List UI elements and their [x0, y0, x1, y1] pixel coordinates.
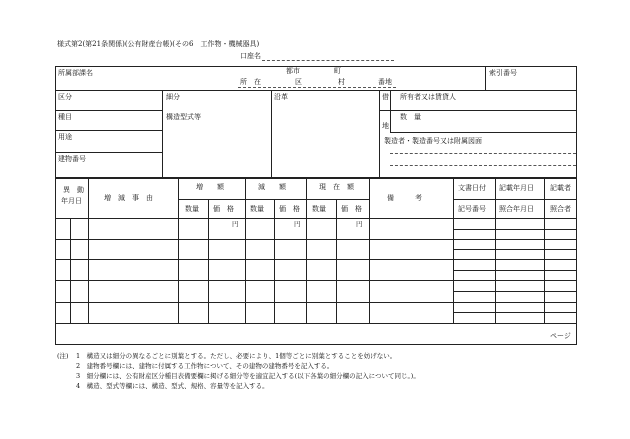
page-label: ページ	[550, 332, 571, 340]
current-price: 価 格	[341, 205, 362, 213]
ledger-table	[55, 177, 577, 345]
location-label: 所 在	[240, 78, 261, 86]
entry-date-label: 記載年月日	[499, 184, 534, 192]
location-lot: 番地	[378, 78, 392, 86]
remarks-label: 備 考	[387, 194, 422, 202]
notes-prefix: (注)	[57, 352, 69, 360]
doc-no-label: 記号番号	[458, 205, 486, 213]
index-no-label: 索引番号	[489, 69, 517, 77]
location-village: 村	[338, 78, 345, 86]
building-no-label: 建物番号	[58, 155, 86, 163]
structure-label: 構造型式等	[166, 113, 201, 121]
maker-label: 製造者・製造番号又は附属図面	[384, 137, 482, 145]
reason-label: 増 減 事 由	[104, 194, 153, 202]
decrease-yen: 円	[294, 220, 301, 228]
current-yen: 円	[356, 220, 363, 228]
category-label: 区分	[58, 93, 72, 101]
decrease-qty: 数量	[250, 205, 264, 213]
current-label: 現 在 額	[319, 183, 354, 191]
use-label: 用途	[58, 133, 72, 141]
doc-date-label: 文書日付	[458, 184, 486, 192]
upper-table	[55, 66, 577, 179]
location-town: 町	[334, 67, 341, 75]
location-city: 都市	[286, 67, 300, 75]
form-title: 様式第2(第21条関係)(公有財産台帳)(その6 工作物・機械器具)	[57, 40, 260, 48]
increase-label: 増 額	[196, 183, 224, 191]
note-item: 4 構造、型式等欄には、構造、型式、規格、容量等を記入する。	[76, 382, 269, 390]
location-ward: 区	[295, 78, 302, 86]
increase-qty: 数量	[185, 205, 199, 213]
dept-label: 所属部課名	[58, 69, 93, 77]
checker-label: 照合者	[550, 205, 571, 213]
check-date-label: 照合年月日	[499, 205, 534, 213]
note-item: 3 細分欄には、公有財産区分種目表備要欄に掲げる細分等を適宜記入する(以下各葉の細分欄の記入について同じ。)。	[76, 372, 420, 380]
decrease-price: 価 格	[279, 205, 300, 213]
note-item: 1 構造又は細分の異なるごとに別葉とする。ただし、必要により、1個等ごとに別葉とすることを妨げない。	[76, 352, 397, 360]
account-name-label: 口座名	[240, 52, 261, 60]
increase-price: 価 格	[213, 205, 234, 213]
change-date-top: 異 動	[63, 186, 84, 194]
change-date-bottom: 年月日	[61, 197, 82, 205]
subdivision-label: 細分	[166, 93, 180, 101]
entry-person-label: 記載者	[550, 184, 571, 192]
account-name-line	[262, 60, 394, 61]
owner-label: 所有者又は賃貸人	[400, 93, 456, 101]
type-label: 種目	[58, 113, 72, 121]
history-label: 沿革	[274, 93, 288, 101]
land-label-top: 借	[382, 93, 389, 101]
quantity-label: 数 量	[400, 113, 421, 121]
note-item: 2 建物番号欄には、建物に付属する工作物について、その建物の建物番号を記入する。	[76, 362, 334, 370]
land-label-bottom: 地	[382, 122, 389, 130]
decrease-label: 減 額	[258, 183, 286, 191]
current-qty: 数量	[312, 205, 326, 213]
increase-yen: 円	[232, 220, 239, 228]
